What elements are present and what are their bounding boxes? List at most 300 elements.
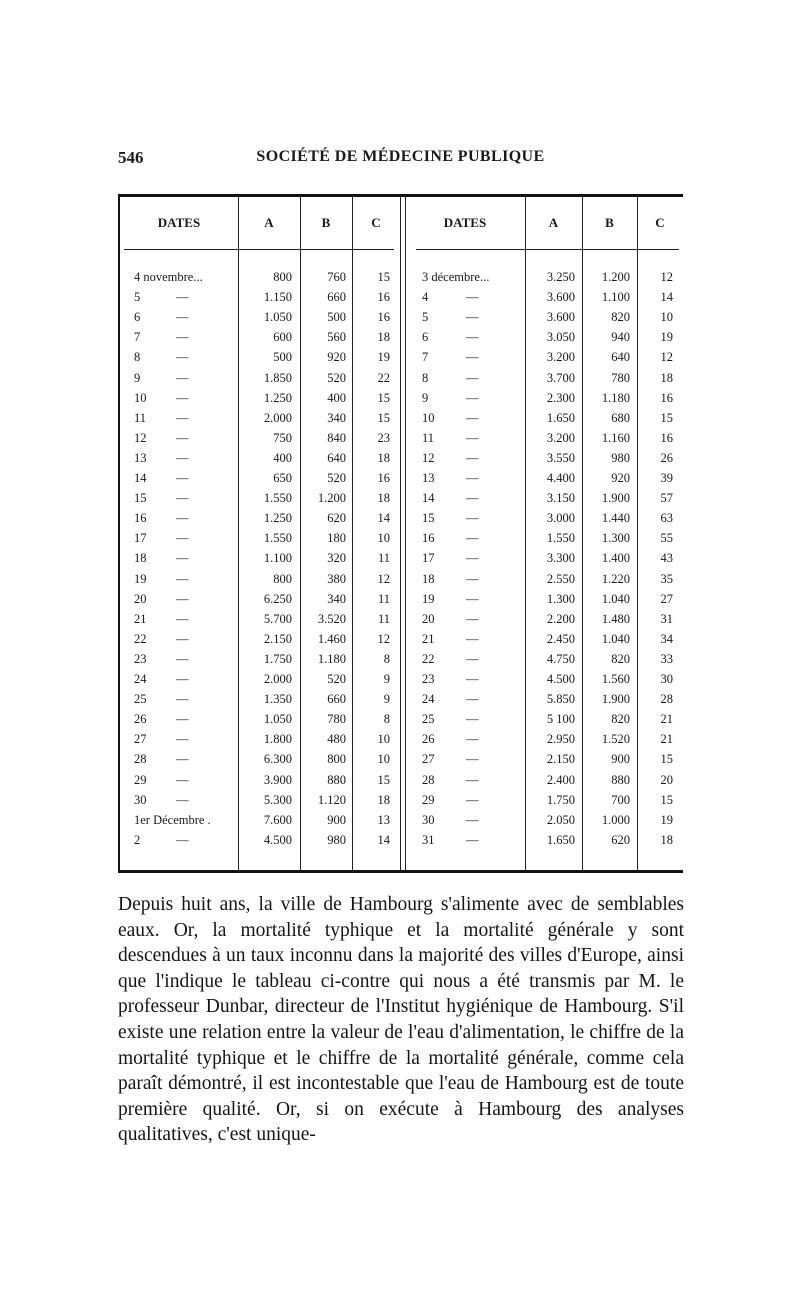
value-a-cell: 1.550 <box>263 531 292 546</box>
value-b-cell: 980 <box>327 832 346 847</box>
date-cell: 7 <box>422 350 429 365</box>
value-b-cell: 1.900 <box>601 491 630 506</box>
date-cell: 14 <box>134 471 147 485</box>
value-b-cell: 1.120 <box>317 792 346 807</box>
value-c-cell: 10 <box>377 732 390 747</box>
ditto-mark: — <box>466 350 479 365</box>
value-c-cell: 11 <box>377 611 390 626</box>
date-cell: 6 <box>422 330 429 345</box>
value-c-cell: 27 <box>660 591 673 606</box>
date-cell: 13 <box>134 450 147 465</box>
value-c-cell: 13 <box>377 812 390 827</box>
date-cell: 17 <box>422 551 435 566</box>
column-header-a-right: A <box>548 215 559 230</box>
value-c-cell: 33 <box>660 651 673 666</box>
value-a-cell: 2.000 <box>263 672 292 686</box>
value-c-cell: 16 <box>377 310 390 325</box>
value-c-cell: 39 <box>660 471 673 485</box>
value-a-cell: 750 <box>273 430 292 445</box>
date-cell: 26 <box>134 712 147 727</box>
ditto-mark: — <box>176 430 189 445</box>
value-b-cell: 480 <box>327 732 346 747</box>
value-c-cell: 11 <box>377 591 390 606</box>
value-a-cell: 2.550 <box>546 571 575 586</box>
date-cell: 8 <box>134 350 141 365</box>
value-c-cell: 15 <box>377 410 390 425</box>
ditto-mark: — <box>466 571 479 586</box>
value-a-cell: 2.200 <box>546 611 575 626</box>
date-cell: 24 <box>422 692 435 707</box>
value-c-cell: 12 <box>660 350 673 365</box>
value-a-cell: 5 100 <box>546 712 575 727</box>
value-b-cell: 620 <box>327 511 346 526</box>
date-cell: 16 <box>422 531 435 546</box>
date-cell: 8 <box>422 370 429 385</box>
value-c-cell: 26 <box>660 450 673 465</box>
value-b-cell: 640 <box>327 450 346 465</box>
value-c-cell: 21 <box>660 712 673 727</box>
value-c-cell: 63 <box>660 511 673 526</box>
value-a-cell: 1.050 <box>263 310 292 325</box>
value-a-cell: 650 <box>273 471 292 485</box>
value-c-cell: 19 <box>377 350 390 365</box>
value-a-cell: 1.650 <box>546 832 575 847</box>
value-c-cell: 21 <box>660 732 673 747</box>
value-c-cell: 57 <box>660 491 673 506</box>
ditto-mark: — <box>466 672 479 686</box>
value-b-cell: 1.100 <box>601 290 630 305</box>
value-c-cell: 15 <box>377 772 390 787</box>
date-cell: 4 <box>422 290 429 305</box>
value-c-cell: 9 <box>383 692 390 707</box>
value-b-cell: 520 <box>327 370 346 385</box>
value-c-cell: 18 <box>660 370 673 385</box>
column-header-dates-right: DATES <box>443 215 487 230</box>
date-cell: 30 <box>134 792 147 807</box>
value-a-cell: 1.250 <box>263 390 292 405</box>
body-paragraph: Depuis huit ans, la ville de Hambourg s'alimente avec de semblables eaux. Or, la mortalité typhique et la mortalité générale y sont descendues à un taux inconnu dans la majorité des villes d'Europe, ainsi que l'indique le tableau ci-contre qui nous a été transmis par M. le professeur Dunbar, directeur de l'Institut hygiénique de Hambourg. S'il existe une relation entre la valeur de l'eau d'alimentation, le chiffre de la mortalité typhique et le chiffre de la mortalité générale, comme cela paraît démontré, il est incontestable que l'eau de Hambourg est de toute première qualité. Or, si on exécute à Hambourg des analyses qualitatives, c'est unique- <box>118 894 684 1146</box>
ditto-mark: — <box>176 672 189 686</box>
ditto-mark: — <box>466 491 479 506</box>
date-cell: 21 <box>422 631 435 646</box>
value-c-cell: 19 <box>660 812 673 827</box>
date-cell: 26 <box>422 732 435 747</box>
date-cell: 29 <box>422 792 435 807</box>
value-b-cell: 1.560 <box>601 672 630 686</box>
value-b-cell: 1.300 <box>601 531 630 546</box>
value-c-cell: 10 <box>377 752 390 767</box>
date-cell: 28 <box>422 772 435 787</box>
value-a-cell: 800 <box>273 571 292 586</box>
column-header-c-left: C <box>371 215 381 230</box>
value-a-cell: 3.600 <box>546 290 575 305</box>
value-a-cell: 3.300 <box>546 551 575 566</box>
value-b-cell: 340 <box>327 591 346 606</box>
date-cell: 7 <box>134 330 141 345</box>
value-a-cell: 7.600 <box>263 812 292 827</box>
ditto-mark: — <box>176 631 189 646</box>
ditto-mark: — <box>176 450 189 465</box>
value-c-cell: 14 <box>377 832 390 847</box>
date-cell: 12 <box>422 450 435 465</box>
ditto-mark: — <box>466 732 479 747</box>
value-c-cell: 22 <box>377 370 390 385</box>
value-b-cell: 1.440 <box>601 511 630 526</box>
value-b-cell: 680 <box>611 410 630 425</box>
value-a-cell: 1.850 <box>263 370 292 385</box>
value-b-cell: 620 <box>611 832 630 847</box>
date-cell: 21 <box>134 611 147 626</box>
page-number: 546 <box>118 148 144 167</box>
value-c-cell: 12 <box>377 571 390 586</box>
date-cell: 9 <box>422 390 429 405</box>
value-a-cell: 1.550 <box>546 531 575 546</box>
value-a-cell: 2.950 <box>546 732 575 747</box>
value-b-cell: 380 <box>327 571 346 586</box>
date-cell: 3 décembre... <box>422 270 490 284</box>
ditto-mark: — <box>466 531 479 546</box>
value-a-cell: 5.300 <box>263 792 292 807</box>
value-b-cell: 1.400 <box>601 551 630 566</box>
value-c-cell: 16 <box>660 390 673 405</box>
ditto-mark: — <box>176 611 189 626</box>
value-a-cell: 1.050 <box>263 712 292 727</box>
value-a-cell: 3.700 <box>546 370 575 385</box>
ditto-mark: — <box>176 772 189 787</box>
ditto-mark: — <box>176 350 189 365</box>
ditto-mark: — <box>466 471 479 485</box>
date-cell: 9 <box>134 370 141 385</box>
value-a-cell: 3.900 <box>263 772 292 787</box>
ditto-mark: — <box>466 511 479 526</box>
ditto-mark: — <box>466 792 479 807</box>
date-cell: 17 <box>134 531 147 546</box>
value-b-cell: 820 <box>611 712 630 727</box>
value-c-cell: 18 <box>377 792 390 807</box>
date-cell: 31 <box>422 832 435 847</box>
date-cell: 19 <box>422 591 435 606</box>
column-header-dates-left: DATES <box>157 215 201 230</box>
date-cell: 23 <box>422 672 435 686</box>
date-cell: 6 <box>134 310 141 325</box>
value-b-cell: 640 <box>611 350 630 365</box>
value-c-cell: 9 <box>383 672 390 686</box>
value-a-cell: 2.000 <box>263 410 292 425</box>
value-c-cell: 16 <box>660 430 673 445</box>
value-a-cell: 3.000 <box>546 511 575 526</box>
ditto-mark: — <box>466 631 479 646</box>
value-b-cell: 800 <box>327 752 346 767</box>
value-b-cell: 880 <box>611 772 630 787</box>
value-a-cell: 6.250 <box>263 591 292 606</box>
value-b-cell: 1.200 <box>601 270 630 284</box>
value-c-cell: 19 <box>660 330 673 345</box>
date-cell: 22 <box>422 651 435 666</box>
value-a-cell: 600 <box>273 330 292 345</box>
ditto-mark: — <box>176 752 189 767</box>
value-c-cell: 43 <box>660 551 673 566</box>
ditto-mark: — <box>466 611 479 626</box>
date-cell: 16 <box>134 511 147 526</box>
value-b-cell: 400 <box>327 390 346 405</box>
ditto-mark: — <box>466 651 479 666</box>
ditto-mark: — <box>466 832 479 847</box>
date-cell: 30 <box>422 812 435 827</box>
value-b-cell: 780 <box>327 712 346 727</box>
value-c-cell: 14 <box>660 290 673 305</box>
value-c-cell: 16 <box>377 471 390 485</box>
ditto-mark: — <box>176 732 189 747</box>
value-a-cell: 5.850 <box>546 692 575 707</box>
ditto-mark: — <box>176 531 189 546</box>
ditto-mark: — <box>466 410 479 425</box>
value-c-cell: 15 <box>660 792 673 807</box>
value-b-cell: 760 <box>327 270 346 284</box>
value-b-cell: 840 <box>327 430 346 445</box>
ditto-mark: — <box>176 832 189 847</box>
value-b-cell: 980 <box>611 450 630 465</box>
column-header-a-left: A <box>264 215 274 230</box>
value-a-cell: 3.150 <box>546 491 575 506</box>
value-a-cell: 3.250 <box>546 270 575 284</box>
column-header-b-left: B <box>321 215 331 230</box>
date-cell: 27 <box>134 732 147 747</box>
ditto-mark: — <box>176 712 189 727</box>
value-c-cell: 10 <box>377 531 390 546</box>
value-b-cell: 920 <box>611 471 630 485</box>
value-b-cell: 1.000 <box>601 812 630 827</box>
value-b-cell: 180 <box>327 531 346 546</box>
running-title: SOCIÉTÉ DE MÉDECINE PUBLIQUE <box>256 148 545 165</box>
value-a-cell: 2.450 <box>546 631 575 646</box>
value-b-cell: 780 <box>611 370 630 385</box>
date-cell: 18 <box>134 551 147 566</box>
ditto-mark: — <box>176 310 189 325</box>
value-c-cell: 14 <box>377 511 390 526</box>
value-c-cell: 18 <box>660 832 673 847</box>
value-a-cell: 2.150 <box>263 631 292 646</box>
ditto-mark: — <box>466 712 479 727</box>
ditto-mark: — <box>176 330 189 345</box>
value-a-cell: 500 <box>273 350 292 365</box>
date-cell: 25 <box>422 712 435 727</box>
value-b-cell: 560 <box>327 330 346 345</box>
date-cell: 25 <box>134 692 147 707</box>
value-c-cell: 18 <box>377 450 390 465</box>
value-a-cell: 1.250 <box>263 511 292 526</box>
date-cell: 13 <box>422 471 435 485</box>
date-cell: 23 <box>134 651 147 666</box>
value-a-cell: 3.050 <box>546 330 575 345</box>
ditto-mark: — <box>176 491 189 506</box>
ditto-mark: — <box>466 390 479 405</box>
date-cell: 15 <box>422 511 435 526</box>
ditto-mark: — <box>466 450 479 465</box>
value-b-cell: 660 <box>327 692 346 707</box>
date-cell: 1er Décembre . <box>134 812 211 827</box>
ditto-mark: — <box>466 551 479 566</box>
value-b-cell: 340 <box>327 410 346 425</box>
date-cell: 10 <box>134 390 147 405</box>
value-b-cell: 1.900 <box>601 692 630 707</box>
value-b-cell: 1.040 <box>601 631 630 646</box>
ditto-mark: — <box>466 812 479 827</box>
value-b-cell: 1.180 <box>317 651 346 666</box>
value-a-cell: 1.550 <box>263 491 292 506</box>
value-c-cell: 15 <box>377 390 390 405</box>
value-c-cell: 15 <box>660 752 673 767</box>
value-c-cell: 23 <box>377 430 390 445</box>
value-b-cell: 1.460 <box>317 631 346 646</box>
ditto-mark: — <box>466 772 479 787</box>
date-cell: 11 <box>422 430 435 445</box>
value-a-cell: 1.150 <box>263 290 292 305</box>
date-cell: 29 <box>134 772 147 787</box>
value-b-cell: 1.160 <box>601 430 630 445</box>
value-b-cell: 880 <box>327 772 346 787</box>
ditto-mark: — <box>176 551 189 566</box>
value-b-cell: 1.040 <box>601 591 630 606</box>
value-b-cell: 1.200 <box>317 491 346 506</box>
date-cell: 28 <box>134 752 147 767</box>
value-c-cell: 35 <box>660 571 673 586</box>
ditto-mark: — <box>466 370 479 385</box>
value-a-cell: 4.500 <box>263 832 292 847</box>
value-b-cell: 820 <box>611 651 630 666</box>
date-cell: 27 <box>422 752 435 767</box>
value-b-cell: 820 <box>611 310 630 325</box>
value-a-cell: 2.050 <box>546 812 575 827</box>
value-b-cell: 1.220 <box>601 571 630 586</box>
date-cell: 2 <box>134 832 141 847</box>
ditto-mark: — <box>176 591 189 606</box>
value-a-cell: 2.300 <box>546 390 575 405</box>
ditto-mark: — <box>176 511 189 526</box>
ditto-mark: — <box>466 692 479 707</box>
value-a-cell: 4.750 <box>546 651 575 666</box>
ditto-mark: — <box>466 591 479 606</box>
value-a-cell: 1.300 <box>546 591 575 606</box>
ditto-mark: — <box>176 370 189 385</box>
value-b-cell: 1.180 <box>601 390 630 405</box>
date-cell: 12 <box>134 430 147 445</box>
value-a-cell: 4.400 <box>546 471 575 485</box>
ditto-mark: — <box>466 310 479 325</box>
date-cell: 19 <box>134 571 147 586</box>
date-cell: 11 <box>134 410 147 425</box>
value-c-cell: 18 <box>377 330 390 345</box>
ditto-mark: — <box>176 410 189 425</box>
ditto-mark: — <box>176 692 189 707</box>
ditto-mark: — <box>176 792 189 807</box>
value-b-cell: 1.520 <box>601 732 630 747</box>
value-a-cell: 3.200 <box>546 430 575 445</box>
date-cell: 14 <box>422 491 435 506</box>
value-a-cell: 6.300 <box>263 752 292 767</box>
value-c-cell: 8 <box>383 651 390 666</box>
value-c-cell: 31 <box>660 611 673 626</box>
value-c-cell: 10 <box>660 310 673 325</box>
date-cell: 24 <box>134 672 147 686</box>
value-b-cell: 1.480 <box>601 611 630 626</box>
value-c-cell: 55 <box>660 531 673 546</box>
value-b-cell: 700 <box>611 792 630 807</box>
ditto-mark: — <box>466 290 479 305</box>
date-cell: 10 <box>422 410 435 425</box>
value-b-cell: 940 <box>611 330 630 345</box>
value-a-cell: 1.650 <box>546 410 575 425</box>
date-cell: 20 <box>422 611 435 626</box>
statistics-table <box>118 194 683 873</box>
date-cell: 22 <box>134 631 147 646</box>
ditto-mark: — <box>466 330 479 345</box>
value-a-cell: 2.150 <box>546 752 575 767</box>
value-c-cell: 15 <box>377 270 390 284</box>
value-c-cell: 12 <box>377 631 390 646</box>
value-a-cell: 3.550 <box>546 450 575 465</box>
value-b-cell: 320 <box>327 551 346 566</box>
value-c-cell: 16 <box>377 290 390 305</box>
ditto-mark: — <box>176 471 189 485</box>
value-b-cell: 3.520 <box>317 611 346 626</box>
value-b-cell: 900 <box>611 752 630 767</box>
value-a-cell: 1.100 <box>263 551 292 566</box>
value-c-cell: 18 <box>377 491 390 506</box>
value-a-cell: 800 <box>273 270 292 284</box>
value-a-cell: 3.200 <box>546 350 575 365</box>
value-a-cell: 4.500 <box>546 672 575 686</box>
column-header-c-right: C <box>655 215 665 230</box>
value-b-cell: 500 <box>327 310 346 325</box>
ditto-mark: — <box>176 651 189 666</box>
value-c-cell: 15 <box>660 410 673 425</box>
value-b-cell: 660 <box>327 290 346 305</box>
column-header-b-right: B <box>605 215 614 230</box>
value-b-cell: 920 <box>327 350 346 365</box>
value-c-cell: 12 <box>660 270 673 284</box>
value-c-cell: 8 <box>383 712 390 727</box>
value-c-cell: 20 <box>660 772 673 787</box>
value-c-cell: 30 <box>660 672 673 686</box>
ditto-mark: — <box>176 290 189 305</box>
page-header <box>118 148 683 172</box>
value-a-cell: 1.350 <box>263 692 292 707</box>
ditto-mark: — <box>176 571 189 586</box>
ditto-mark: — <box>466 430 479 445</box>
date-cell: 20 <box>134 591 147 606</box>
date-cell: 5 <box>134 290 141 305</box>
date-cell: 18 <box>422 571 435 586</box>
value-c-cell: 28 <box>660 692 673 707</box>
ditto-mark: — <box>466 752 479 767</box>
value-a-cell: 400 <box>273 450 292 465</box>
date-cell: 4 novembre... <box>134 270 203 284</box>
value-a-cell: 1.750 <box>263 651 292 666</box>
value-b-cell: 520 <box>327 672 346 686</box>
date-cell: 15 <box>134 491 147 506</box>
value-a-cell: 3.600 <box>546 310 575 325</box>
value-a-cell: 2.400 <box>546 772 575 787</box>
value-a-cell: 1.800 <box>263 732 292 747</box>
date-cell: 5 <box>422 310 429 325</box>
value-a-cell: 5.700 <box>263 611 292 626</box>
value-b-cell: 900 <box>327 812 346 827</box>
value-b-cell: 520 <box>327 471 346 485</box>
value-c-cell: 34 <box>660 631 673 646</box>
value-a-cell: 1.750 <box>546 792 575 807</box>
ditto-mark: — <box>176 390 189 405</box>
value-c-cell: 11 <box>377 551 390 566</box>
